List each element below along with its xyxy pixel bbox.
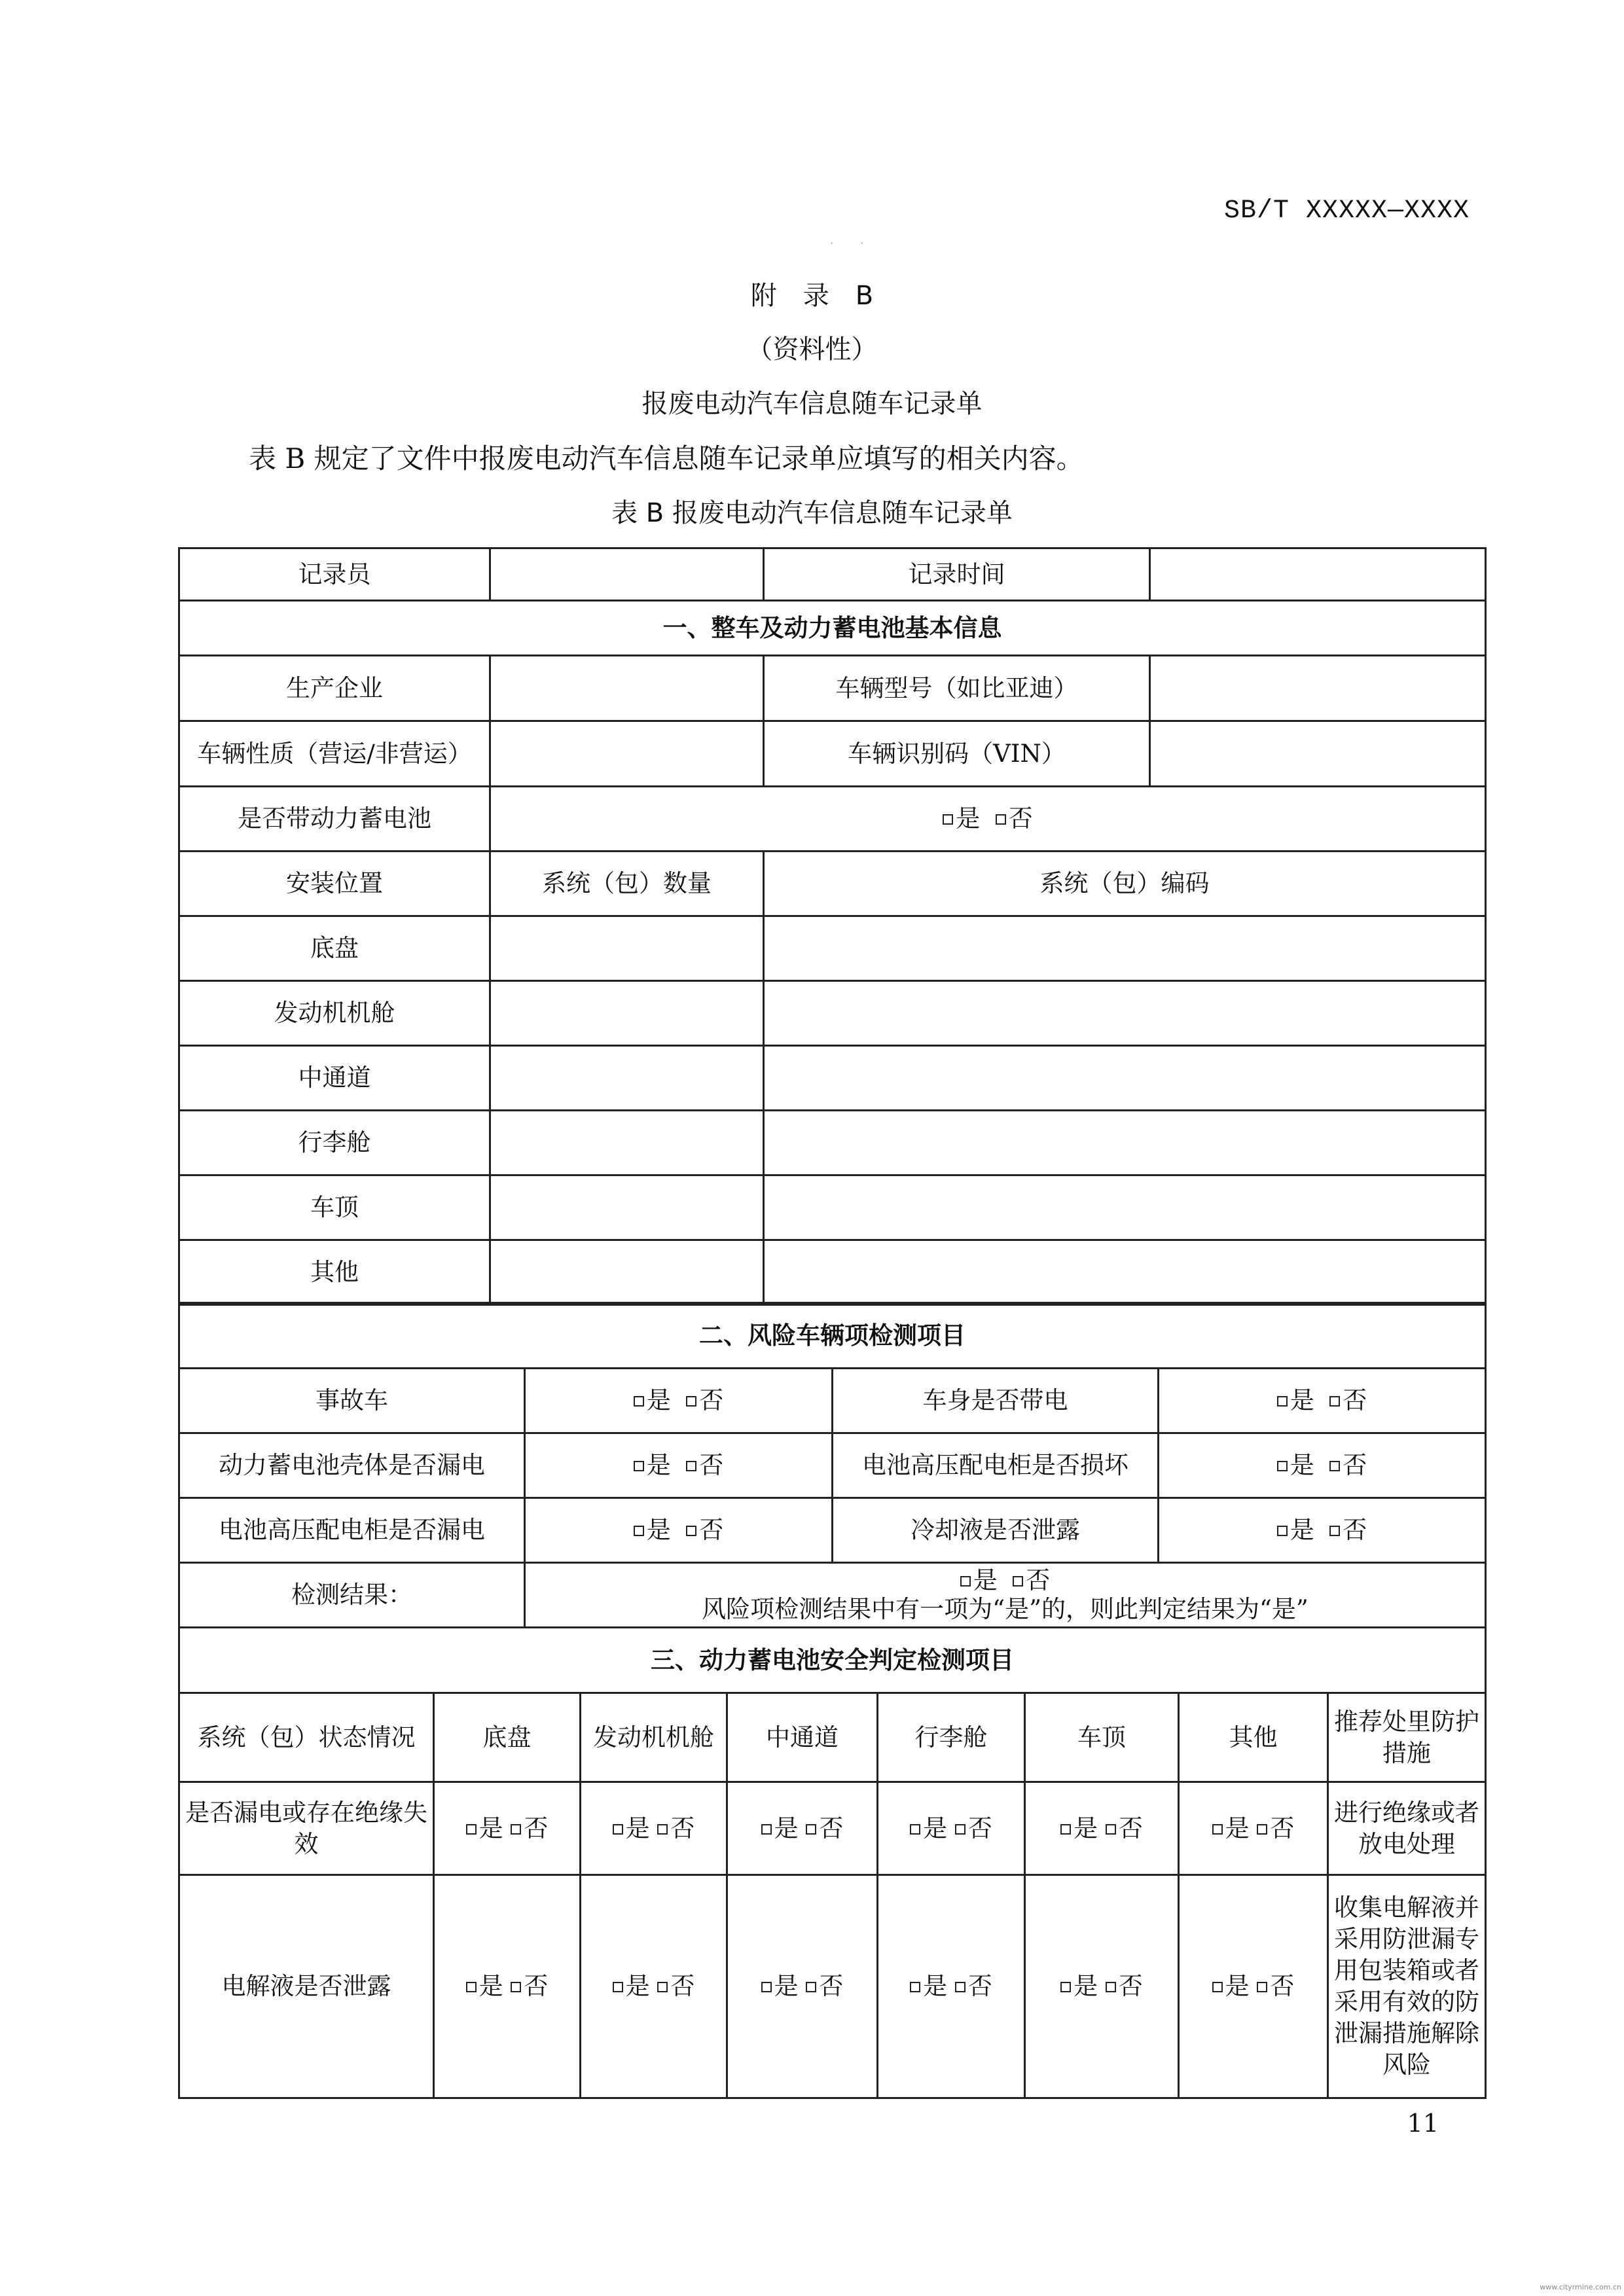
option-yes: 是 (478, 1972, 503, 2000)
checkbox[interactable] (1060, 1824, 1071, 1835)
yes-no-options (1159, 1369, 1486, 1433)
has-battery-label: 是否带动力蓄电池 (179, 787, 490, 852)
option-no: 否 (1270, 1972, 1295, 2000)
row-label-electrolyte: 电解液是否泄露 (179, 1875, 434, 2098)
checkbox[interactable] (1277, 1396, 1288, 1407)
option-yes: 是 (625, 1814, 650, 1842)
option-no: 否 (670, 1814, 695, 1842)
option-yes: 是 (956, 804, 981, 833)
checkbox[interactable] (910, 1824, 920, 1835)
quantity-cell[interactable] (490, 1175, 764, 1240)
checkbox[interactable] (1013, 1576, 1023, 1587)
option-no: 否 (967, 1814, 992, 1842)
appendix-nature: （资料性） (746, 334, 878, 365)
yes-no-options (878, 1875, 1025, 2098)
vehicle-model-value[interactable] (1150, 656, 1486, 721)
code-cell[interactable] (764, 1111, 1486, 1175)
code-cell[interactable] (764, 981, 1486, 1046)
yes-no-options (1179, 1875, 1328, 2098)
code-cell[interactable] (764, 1240, 1486, 1305)
checkbox[interactable] (806, 1824, 816, 1835)
quantity-cell[interactable] (490, 1111, 764, 1175)
risk-label: 车身是否带电 (833, 1369, 1159, 1433)
checkbox[interactable] (634, 1396, 644, 1407)
checkbox[interactable] (511, 1982, 521, 1992)
quantity-cell[interactable] (490, 1240, 764, 1305)
watermark: www.cityrmine.com.cn (1540, 2283, 1621, 2291)
battery-safety-table (178, 1626, 1487, 2099)
risk-label: 电池高压配电柜是否损坏 (833, 1433, 1159, 1498)
checkbox[interactable] (761, 1824, 772, 1835)
option-no: 否 (699, 1386, 724, 1414)
checkbox[interactable] (686, 1461, 696, 1471)
position-roof: 车顶 (179, 1175, 490, 1240)
option-no: 否 (1008, 804, 1033, 833)
decorative-dots: · · (830, 237, 876, 249)
option-no: 否 (1343, 1451, 1367, 1479)
column-header-measure: 推荐处里防护措施 (1328, 1693, 1486, 1782)
option-yes: 是 (774, 1972, 799, 2000)
checkbox[interactable] (466, 1824, 477, 1835)
code-cell[interactable] (764, 916, 1486, 981)
column-header-trunk: 行李舱 (878, 1693, 1025, 1782)
yes-no-options (1025, 1782, 1179, 1875)
section-2-heading: 二、风险车辆项检测项目 (179, 1303, 1486, 1369)
vehicle-model-label: 车辆型号（如比亚迪） (764, 656, 1150, 721)
checkbox[interactable] (1106, 1824, 1116, 1835)
checkbox[interactable] (1257, 1982, 1267, 1992)
risk-label: 动力蓄电池壳体是否漏电 (179, 1433, 525, 1498)
option-no: 否 (699, 1451, 724, 1479)
intro-paragraph: 表 B 规定了文件中报废电动汽车信息随车记录单应填写的相关内容。 (249, 442, 1084, 475)
checkbox[interactable] (634, 1461, 644, 1471)
system-code-header: 系统（包）编码 (764, 852, 1486, 916)
detection-result-note: 风险项检测结果中有一项为“是”的，则此判定结果为“是” (702, 1595, 1308, 1623)
appendix-heading: 报废电动汽车信息随车记录单 (641, 389, 983, 419)
yes-no-options (1025, 1875, 1179, 2098)
checkbox[interactable] (657, 1824, 668, 1835)
option-yes: 是 (923, 1972, 948, 2000)
checkbox[interactable] (1212, 1982, 1223, 1992)
checkbox[interactable] (955, 1982, 965, 1992)
checkbox[interactable] (996, 814, 1006, 825)
appendix-title: 附 录 B (750, 281, 874, 311)
yes-no-options (1159, 1433, 1486, 1498)
vehicle-nature-label: 车辆性质（营运/非营运） (179, 721, 490, 787)
detection-result-cell (525, 1563, 1486, 1628)
position-chassis: 底盘 (179, 916, 490, 981)
option-yes: 是 (923, 1814, 948, 1842)
column-header-chassis: 底盘 (434, 1693, 581, 1782)
system-quantity-header: 系统（包）数量 (490, 852, 764, 916)
option-no: 否 (670, 1972, 695, 2000)
risk-label: 电池高压配电柜是否漏电 (179, 1498, 525, 1563)
option-yes: 是 (774, 1814, 799, 1842)
option-no: 否 (524, 1814, 549, 1842)
option-no: 否 (524, 1972, 549, 2000)
option-yes: 是 (1074, 1972, 1098, 2000)
yes-no-options (727, 1875, 878, 2098)
yes-no-options (878, 1782, 1025, 1875)
option-no: 否 (699, 1516, 724, 1544)
option-no: 否 (967, 1972, 992, 2000)
vin-label: 车辆识别码（VIN） (764, 721, 1150, 787)
risk-label: 冷却液是否泄露 (833, 1498, 1159, 1563)
row-label-leakage: 是否漏电或存在绝缘失效 (179, 1782, 434, 1875)
option-no: 否 (1026, 1566, 1051, 1594)
checkbox[interactable] (613, 1824, 623, 1835)
yes-no-options (581, 1875, 727, 2098)
manufacturer-value[interactable] (490, 656, 764, 721)
quantity-cell[interactable] (490, 981, 764, 1046)
option-no: 否 (1343, 1386, 1367, 1414)
code-cell[interactable] (764, 1175, 1486, 1240)
section-1-heading: 一、整车及动力蓄电池基本信息 (179, 601, 1486, 656)
measure-leakage: 进行绝缘或者放电处理 (1328, 1782, 1486, 1875)
vehicle-nature-value[interactable] (490, 721, 764, 787)
option-yes: 是 (646, 1516, 671, 1544)
column-header-other: 其他 (1179, 1693, 1328, 1782)
checkbox[interactable] (657, 1982, 668, 1992)
position-center-tunnel: 中通道 (179, 1046, 490, 1111)
manufacturer-label: 生产企业 (179, 656, 490, 721)
vin-value[interactable] (1150, 721, 1486, 787)
checkbox[interactable] (613, 1982, 623, 1992)
column-header-center-tunnel: 中通道 (727, 1693, 878, 1782)
checkbox[interactable] (943, 814, 953, 825)
option-yes: 是 (1225, 1814, 1250, 1842)
checkbox[interactable] (960, 1576, 971, 1587)
checkbox[interactable] (910, 1982, 920, 1992)
measure-electrolyte: 收集电解液并采用防泄漏专用包装箱或者采用有效的防泄漏措施解除风险 (1328, 1875, 1486, 2098)
status-header: 系统（包）状态情况 (179, 1693, 434, 1782)
option-yes: 是 (1290, 1516, 1314, 1544)
checkbox[interactable] (761, 1982, 772, 1992)
position-trunk: 行李舱 (179, 1111, 490, 1175)
yes-no-options (727, 1782, 878, 1875)
yes-no-options (525, 1498, 833, 1563)
option-no: 否 (1118, 1972, 1143, 2000)
checkbox[interactable] (686, 1396, 696, 1407)
option-yes: 是 (1290, 1451, 1314, 1479)
option-yes: 是 (1225, 1972, 1250, 2000)
checkbox[interactable] (511, 1824, 521, 1835)
basic-info-table (178, 547, 1487, 1306)
option-yes: 是 (478, 1814, 503, 1842)
checkbox[interactable] (1277, 1461, 1288, 1471)
checkbox[interactable] (1060, 1982, 1071, 1992)
checkbox[interactable] (1277, 1526, 1288, 1536)
checkbox[interactable] (1329, 1526, 1340, 1536)
risk-label: 事故车 (179, 1369, 525, 1433)
quantity-cell[interactable] (490, 916, 764, 981)
option-no: 否 (819, 1972, 844, 2000)
recorder-label: 记录员 (179, 548, 490, 601)
column-header-roof: 车顶 (1025, 1693, 1179, 1782)
option-no: 否 (1343, 1516, 1367, 1544)
record-time-label: 记录时间 (764, 548, 1150, 601)
yes-no-options (525, 1369, 833, 1433)
checkbox[interactable] (1257, 1824, 1267, 1835)
option-yes: 是 (625, 1972, 650, 2000)
checkbox[interactable] (1329, 1396, 1340, 1407)
checkbox[interactable] (466, 1982, 477, 1992)
position-engine-bay: 发动机机舱 (179, 981, 490, 1046)
yes-no-options (525, 1433, 833, 1498)
yes-no-options (581, 1782, 727, 1875)
page-number: 11 (1407, 2109, 1439, 2138)
option-yes: 是 (1074, 1814, 1098, 1842)
checkbox[interactable] (955, 1824, 965, 1835)
option-yes: 是 (1290, 1386, 1314, 1414)
checkbox[interactable] (634, 1526, 644, 1536)
risk-items-table (178, 1302, 1487, 1628)
checkbox[interactable] (1106, 1982, 1116, 1992)
option-no: 否 (1270, 1814, 1295, 1842)
yes-no-options (434, 1782, 581, 1875)
checkbox[interactable] (686, 1526, 696, 1536)
position-other: 其他 (179, 1240, 490, 1305)
checkbox[interactable] (1212, 1824, 1223, 1835)
option-yes: 是 (646, 1386, 671, 1414)
option-no: 否 (1118, 1814, 1143, 1842)
yes-no-options (1159, 1498, 1486, 1563)
checkbox[interactable] (806, 1982, 816, 1992)
option-yes: 是 (646, 1451, 671, 1479)
option-no: 否 (819, 1814, 844, 1842)
recorder-value[interactable] (490, 548, 764, 601)
column-header-engine-bay: 发动机机舱 (581, 1693, 727, 1782)
checkbox[interactable] (1329, 1461, 1340, 1471)
install-position-header: 安装位置 (179, 852, 490, 916)
detection-result-label: 检测结果： (179, 1563, 525, 1628)
quantity-cell[interactable] (490, 1046, 764, 1111)
record-time-value[interactable] (1150, 548, 1486, 601)
standard-code: SB/T XXXXX—XXXX (1223, 196, 1470, 226)
yes-no-options (1179, 1782, 1328, 1875)
has-battery-options (490, 787, 1486, 852)
option-yes: 是 (973, 1566, 998, 1594)
table-caption: 表 B 报废电动汽车信息随车记录单 (611, 498, 1013, 528)
yes-no-options (434, 1875, 581, 2098)
section-3-heading: 三、动力蓄电池安全判定检测项目 (179, 1628, 1486, 1693)
code-cell[interactable] (764, 1046, 1486, 1111)
